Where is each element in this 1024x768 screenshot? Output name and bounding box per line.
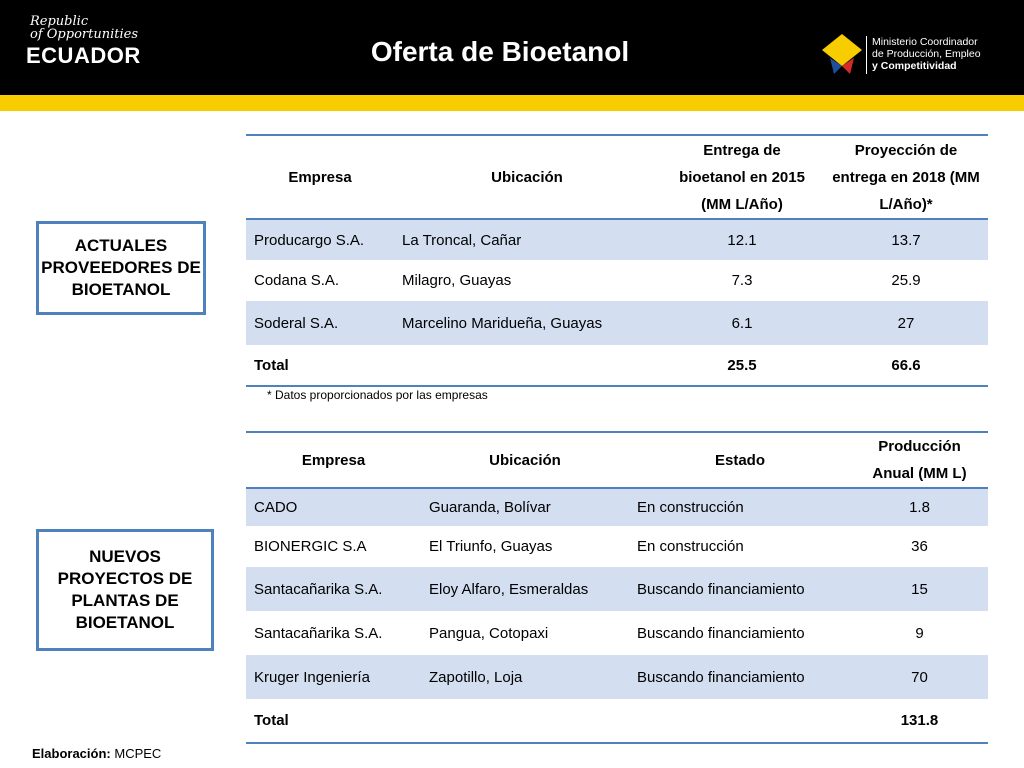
projects-table xyxy=(246,431,988,744)
suppliers-table xyxy=(246,134,988,387)
cell-projection-2018: 13.7 xyxy=(824,219,988,260)
cell-company: CADO xyxy=(246,488,421,526)
cell-status: En construcción xyxy=(637,538,744,555)
cell-status: Buscando financiamiento xyxy=(629,567,851,611)
table-row xyxy=(246,301,988,345)
cell-location: El Triunfo, Guayas xyxy=(429,538,553,555)
table-header-row xyxy=(246,432,988,488)
new-projects-text: NUEVOS PROYECTOS DE PLANTAS DE BIOETANOL xyxy=(57,547,193,632)
new-projects-label xyxy=(36,529,214,651)
current-suppliers-label xyxy=(36,221,206,315)
col-header: Proyección de entrega en 2018 (MM L/Año)* xyxy=(824,135,988,219)
table-total-row xyxy=(246,699,988,743)
total-production: 131.8 xyxy=(851,699,988,743)
col-header: Empresa xyxy=(246,135,394,219)
col-header: Estado xyxy=(629,432,851,488)
table-row xyxy=(246,567,988,611)
cell-company: Kruger Ingeniería xyxy=(246,655,421,699)
page-title: Oferta de Bioetanol xyxy=(370,36,630,67)
ministry-name xyxy=(872,36,981,72)
col-header: Producción Anual (MM L) xyxy=(851,432,988,488)
credit-line xyxy=(32,746,161,761)
ministry-line3: y Competitividad xyxy=(872,60,957,72)
cell-company: Santacañarika S.A. xyxy=(246,567,421,611)
col-header: Entrega de bioetanol en 2015 (MM L/Año) xyxy=(660,135,824,219)
total-empty xyxy=(394,345,660,386)
cell-projection-2018: 25.9 xyxy=(891,272,921,289)
total-projection-2018: 66.6 xyxy=(824,345,988,386)
table-footnote: * Datos proporcionados por las empresas xyxy=(267,388,488,402)
table-row xyxy=(246,219,988,260)
cell-location: Milagro, Guayas xyxy=(402,272,512,289)
table-row xyxy=(246,488,988,526)
accent-stripe xyxy=(0,95,1024,111)
cell-status: Buscando financiamiento xyxy=(629,655,851,699)
cell-delivery-2015: 12.1 xyxy=(660,219,824,260)
table-row xyxy=(246,611,988,655)
credit-label: Elaboración: xyxy=(32,746,111,761)
cell-status: En construcción xyxy=(629,488,851,526)
total-label: Total xyxy=(246,345,394,386)
cell-delivery-2015: 6.1 xyxy=(660,301,824,345)
cell-production: 15 xyxy=(851,567,988,611)
cell-delivery-2015: 7.3 xyxy=(731,272,753,289)
logo-separator xyxy=(866,36,867,74)
col-header: Empresa xyxy=(246,432,421,488)
cell-production: 70 xyxy=(851,655,988,699)
logo-script-line1: Republic xyxy=(30,14,89,29)
logo-ecuador-text: ECUADOR xyxy=(26,43,141,68)
cell-company: Codana S.A. xyxy=(254,272,340,289)
cell-location: Marcelino Maridueña, Guayas xyxy=(394,301,660,345)
cell-projection-2018: 27 xyxy=(824,301,988,345)
cell-company: Producargo S.A. xyxy=(246,219,394,260)
cell-location: Eloy Alfaro, Esmeraldas xyxy=(421,567,629,611)
current-suppliers-text: ACTUALES PROVEEDORES DE BIOETANOL xyxy=(41,236,201,299)
cell-location: Pangua, Cotopaxi xyxy=(429,624,549,642)
ministry-line1: Ministerio Coordinador xyxy=(872,36,978,48)
table-total-row xyxy=(246,345,988,386)
table-row xyxy=(246,655,988,699)
ministry-line2: de Producción, Empleo xyxy=(872,48,981,60)
cell-company: Soderal S.A. xyxy=(246,301,394,345)
cell-production: 36 xyxy=(911,538,928,555)
logo-script-line2: of Opportunities xyxy=(30,27,138,42)
ministry-logo xyxy=(820,22,1024,82)
total-empty xyxy=(629,699,851,743)
cell-location: La Troncal, Cañar xyxy=(394,219,660,260)
cell-production: 1.8 xyxy=(851,488,988,526)
credit-value: MCPEC xyxy=(110,746,162,761)
table-row xyxy=(246,526,988,567)
col-header: Ubicación xyxy=(394,135,660,219)
cell-production: 9 xyxy=(915,624,924,642)
cell-status: Buscando financiamiento xyxy=(637,624,805,642)
ministry-emblem-icon xyxy=(820,30,866,76)
cell-company: BIONERGIC S.A xyxy=(254,538,367,555)
total-label: Total xyxy=(246,699,421,743)
table-header-row xyxy=(246,135,988,219)
cell-location: Zapotillo, Loja xyxy=(421,655,629,699)
col-header: Ubicación xyxy=(421,432,629,488)
cell-company: Santacañarika S.A. xyxy=(254,624,383,642)
total-empty xyxy=(421,699,629,743)
table-row xyxy=(246,260,988,301)
cell-location: Guaranda, Bolívar xyxy=(421,488,629,526)
total-delivery-2015: 25.5 xyxy=(660,345,824,386)
